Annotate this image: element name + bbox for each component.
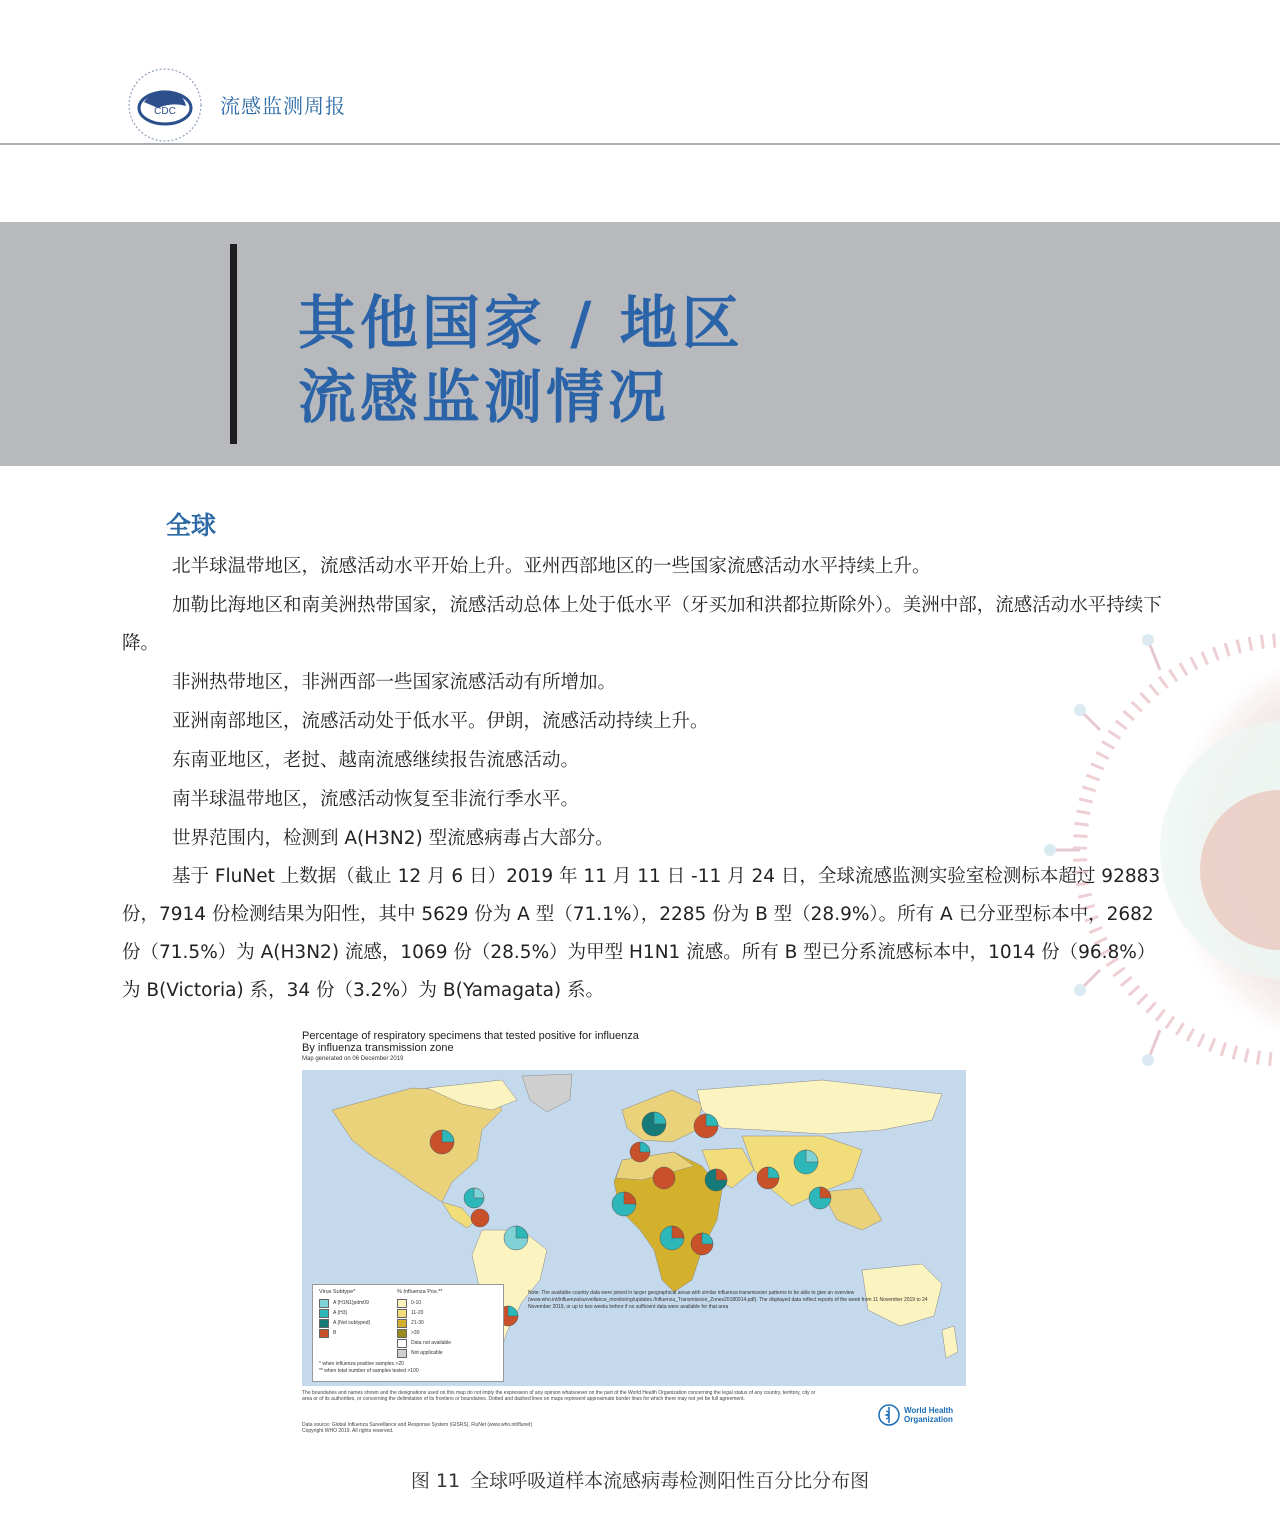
paragraph: 北半球温带地区，流感活动水平开始上升。亚州西部地区的一些国家流感活动水平持续上升。 xyxy=(172,556,931,577)
legend-swatch xyxy=(397,1299,407,1308)
map-source: Data source: Global Influenza Surveillance and Response System (GISRS), FluNet (www.who.int/flunet) Copyright WHO 2019. All rights reserved. xyxy=(302,1422,533,1434)
legend-swatch xyxy=(397,1309,407,1318)
legend-swatch xyxy=(319,1299,329,1308)
paragraph: 非洲热带地区，非洲西部一些国家流感活动有所增加。 xyxy=(172,672,617,693)
legend-swatch xyxy=(319,1329,329,1338)
svg-text:CDC: CDC xyxy=(154,106,176,117)
map-disclaimer: The boundaries and names shown and the designations used on this map do not imply the expression of any opinion whatsoever on the part of the World Health Organization concerning the legal status of any country, territory, city or area or of its authorities, or concerning the delimitation of its frontiers or boundaries. Dotted and dashed lines on maps represent approximate border lines for which there may not yet be full agreement. xyxy=(302,1390,816,1402)
section-heading: 全球 xyxy=(166,511,217,540)
legend-swatch xyxy=(319,1319,329,1328)
header-divider xyxy=(0,143,1280,145)
paragraph: 加勒比海地区和南美洲热带国家，流感活动总体上处于低水平（牙买加和洪都拉斯除外）。美洲中部，流感活动水平持续下降。 xyxy=(122,595,1162,654)
legend-swatch xyxy=(397,1339,407,1348)
who-logo: World Health Organization xyxy=(878,1404,968,1428)
figure-subtitle: Map generated on 06 December 2019 xyxy=(302,1056,404,1062)
banner-accent-bar xyxy=(230,244,237,444)
legend-swatch xyxy=(397,1349,407,1358)
map-note: Note: The available country data were joined in larger geographical areas with similar influenza transmission patterns to be able to give an overview (www.who.int/influenza/surveillance_monitoring/updates /Influenza_Transmission_Zones20180914.pdf). The displayed data reflect reports of the week from 11 November 2019 to 24 November 2019, or up to two weeks before if no sufficient data were available for that area xyxy=(528,1290,928,1310)
paragraph: 亚洲南部地区，流感活动处于低水平。伊朗，流感活动持续上升。 xyxy=(172,711,709,732)
report-title: 流感监测周报 xyxy=(220,94,346,118)
paragraph: 基于 FluNet 上数据（截止 12 月 6 日）2019 年 11 月 11 日 -11 月 24 日，全球流感监测实验室检测标本超过 92883 份，7914 份检测结果为阳性，其中 5629 份为 A 型（71.1%），2285 份为 B 型（28.9%）。所有 A 已分亚型标本中，2682 份（71.5%）为 A(H3N2) 流感，1069 份（28.5%）为甲型 H1N1 流感。所有 B 型已分系流感标本中，1014 份（96.8%）为 B(Victoria) 系，34 份（3.2%）为 B(Yamagata) 系。 xyxy=(122,866,1161,1001)
page-header xyxy=(0,0,1280,145)
figure-caption: 图 11 全球呼吸道样本流感病毒检测阳性百分比分布图 xyxy=(410,1470,870,1492)
banner-title-line2: 流感监测情况 xyxy=(298,363,671,431)
who-influenza-map-figure xyxy=(298,1026,970,1446)
legend-swatch xyxy=(397,1319,407,1328)
legend-swatch xyxy=(319,1309,329,1318)
banner-title-line1: 其他国家 / 地区 xyxy=(298,289,744,357)
figure-title: Percentage of respiratory specimens that tested positive for influenza By influenza transmission zone xyxy=(302,1030,639,1054)
legend-swatch xyxy=(397,1329,407,1338)
paragraph: 世界范围内，检测到 A(H3N2) 型流感病毒占大部分。 xyxy=(172,828,614,849)
paragraph: 东南亚地区，老挝、越南流感继续报告流感活动。 xyxy=(172,750,580,771)
map-legend: Virus Subtype* A (H1N1)pdm09 A (H3) A (Not subtyped) B % Influenza Pos.** 0-10 11-20 21-30 >30 Data not available Not applicable * when influenza positive samples >20 ** when total number of samples tested >100 xyxy=(312,1284,504,1382)
china-cdc-logo xyxy=(122,62,208,148)
who-emblem-icon xyxy=(878,1404,900,1426)
paragraph: 南半球温带地区，流感活动恢复至非流行季水平。 xyxy=(172,789,580,810)
